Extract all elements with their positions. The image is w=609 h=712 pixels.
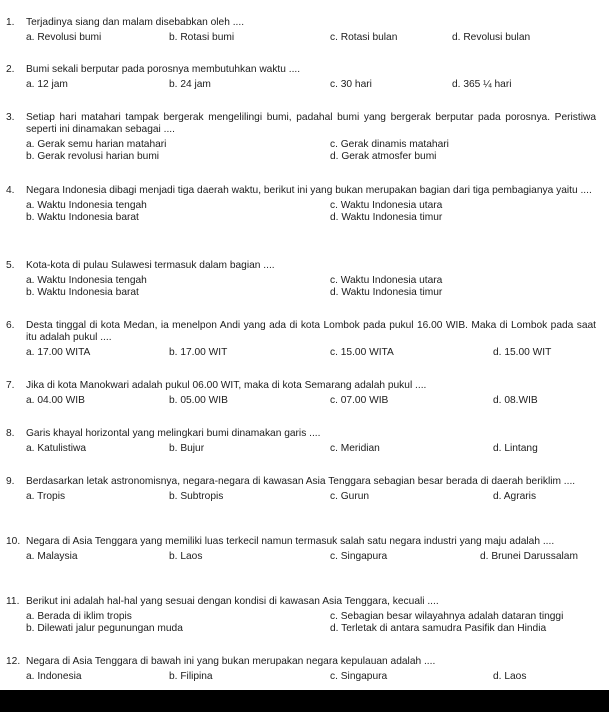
options-row <box>6 395 596 407</box>
option-b: b. Filipina <box>169 671 213 682</box>
option-a: a. 17.00 WITA <box>26 347 91 358</box>
option-c: c. Meridian <box>330 443 380 454</box>
question-text: Garis khayal horizontal yang melingkari bumi dinamakan garis .... <box>26 428 321 439</box>
option-d: d. Laos <box>493 671 527 682</box>
option-b: b. Laos <box>169 551 203 562</box>
question-6 <box>6 320 596 359</box>
option-d: d. Lintang <box>493 443 538 454</box>
option-a: a. 04.00 WIB <box>26 395 85 406</box>
question-number: 7. <box>6 380 15 391</box>
question-number: 4. <box>6 185 15 196</box>
option-a: a. Gerak semu harian matahari <box>26 139 167 150</box>
question-2 <box>6 64 596 91</box>
question-7 <box>6 380 596 407</box>
options-row <box>6 212 596 224</box>
question-3 <box>6 112 596 163</box>
options-row <box>6 611 596 623</box>
question-number: 2. <box>6 64 15 75</box>
option-b: b. Dilewati jalur pegunungan muda <box>26 623 183 634</box>
question-11 <box>6 596 596 635</box>
option-b: b. Bujur <box>169 443 205 454</box>
question-number: 5. <box>6 260 15 271</box>
option-b: b. Gerak revolusi harian bumi <box>26 151 160 162</box>
question-text: Setiap hari matahari tampak bergerak mengelilingi bumi, padahal bumi yang bergerak berputar pada porosnya. Peristiwa seperti ini dinamakan sebagai .... <box>26 112 596 135</box>
question-12 <box>6 656 596 683</box>
option-c: c. Singapura <box>330 551 388 562</box>
option-a: a. Berada di iklim tropis <box>26 611 132 622</box>
question-number: 3. <box>6 112 15 123</box>
question-10 <box>6 536 596 563</box>
option-a: a. Tropis <box>26 491 66 502</box>
options-row <box>6 275 596 287</box>
option-d: d. Waktu Indonesia timur <box>330 287 443 298</box>
question-1 <box>6 17 596 44</box>
question-number: 9. <box>6 476 15 487</box>
option-c: c. Singapura <box>330 671 388 682</box>
option-c: c. Rotasi bulan <box>330 32 398 43</box>
options-row <box>6 139 596 151</box>
option-a: a. Waktu Indonesia tengah <box>26 200 147 211</box>
option-d: d. 08.WIB <box>493 395 538 406</box>
question-text: Negara di Asia Tenggara yang memiliki luas terkecil namun termasuk salah satu negara industri yang maju adalah .... <box>26 536 555 547</box>
options-row <box>6 347 596 359</box>
option-b: b. 05.00 WIB <box>169 395 228 406</box>
option-d: d. Revolusi bulan <box>452 32 531 43</box>
option-a: a. Waktu Indonesia tengah <box>26 275 147 286</box>
option-c: c. Waktu Indonesia utara <box>330 200 443 211</box>
options-row <box>6 287 596 299</box>
question-9 <box>6 476 596 503</box>
option-d: d. Agraris <box>493 491 537 502</box>
question-4 <box>6 185 596 224</box>
question-text: Berikut ini adalah hal-hal yang sesuai dengan kondisi di kawasan Asia Tenggara, kecuali .... <box>26 596 439 607</box>
question-number: 8. <box>6 428 15 439</box>
black-bottom-bar <box>0 690 609 712</box>
option-a: a. Malaysia <box>26 551 78 562</box>
options-row <box>6 491 596 503</box>
option-c: c. 15.00 WITA <box>330 347 394 358</box>
options-row <box>6 551 596 563</box>
option-c: c. Gerak dinamis matahari <box>330 139 449 150</box>
option-c: c. Sebagian besar wilayahnya adalah dataran tinggi <box>330 611 564 622</box>
option-b: b. Rotasi bumi <box>169 32 235 43</box>
option-d: d. Terletak di antara samudra Pasifik dan Hindia <box>330 623 547 634</box>
question-text: Negara di Asia Tenggara di bawah ini yang bukan merupakan negara kepulauan adalah .... <box>26 656 436 667</box>
option-b: b. 17.00 WIT <box>169 347 228 358</box>
option-a: a. Katulistiwa <box>26 443 87 454</box>
options-row <box>6 671 596 683</box>
options-row <box>6 623 596 635</box>
question-text: Bumi sekali berputar pada porosnya membutuhkan waktu .... <box>26 64 301 75</box>
question-text: Jika di kota Manokwari adalah pukul 06.00 WIT, maka di kota Semarang adalah pukul .... <box>26 380 427 391</box>
option-d: d. Waktu Indonesia timur <box>330 212 443 223</box>
option-c: c. 30 hari <box>330 79 372 90</box>
option-b: b. 24 jam <box>169 79 211 90</box>
question-text: Desta tinggal di kota Medan, ia menelpon Andi yang ada di kota Lombok pada pukul 16.00 WIB. Maka di Lombok pada saat itu adalah pukul .... <box>26 320 596 343</box>
options-row <box>6 200 596 212</box>
question-text: Terjadinya siang dan malam disebabkan oleh .... <box>26 17 245 28</box>
option-b: b. Waktu Indonesia barat <box>26 287 139 298</box>
question-8 <box>6 428 596 455</box>
options-row <box>6 151 596 163</box>
question-number: 6. <box>6 320 15 331</box>
question-5 <box>6 260 596 299</box>
question-number: 1. <box>6 17 15 28</box>
options-row <box>6 79 596 91</box>
option-d: d. 365 ¼ hari <box>452 79 512 90</box>
options-row <box>6 32 596 44</box>
option-c: c. 07.00 WIB <box>330 395 389 406</box>
option-d: d. Brunei Darussalam <box>480 551 578 562</box>
option-a: a. 12 jam <box>26 79 68 90</box>
option-b: b. Subtropis <box>169 491 224 502</box>
option-c: c. Gurun <box>330 491 370 502</box>
option-d: d. 15.00 WIT <box>493 347 552 358</box>
question-text: Kota-kota di pulau Sulawesi termasuk dalam bagian .... <box>26 260 275 271</box>
option-a: a. Indonesia <box>26 671 82 682</box>
question-number: 10. <box>6 536 21 547</box>
question-number: 12. <box>6 656 21 667</box>
question-text: Berdasarkan letak astronomisnya, negara-negara di kawasan Asia Tenggara sebagian besar berada di daerah beriklim .... <box>26 476 576 487</box>
question-number: 11. <box>6 596 20 607</box>
option-d: d. Gerak atmosfer bumi <box>330 151 437 162</box>
options-row <box>6 443 596 455</box>
option-c: c. Waktu Indonesia utara <box>330 275 443 286</box>
question-text: Negara Indonesia dibagi menjadi tiga daerah waktu, berikut ini yang bukan merupakan bagian dari tiga pembagianya yaitu .... <box>26 185 592 196</box>
option-a: a. Revolusi bumi <box>26 32 102 43</box>
option-b: b. Waktu Indonesia barat <box>26 212 139 223</box>
